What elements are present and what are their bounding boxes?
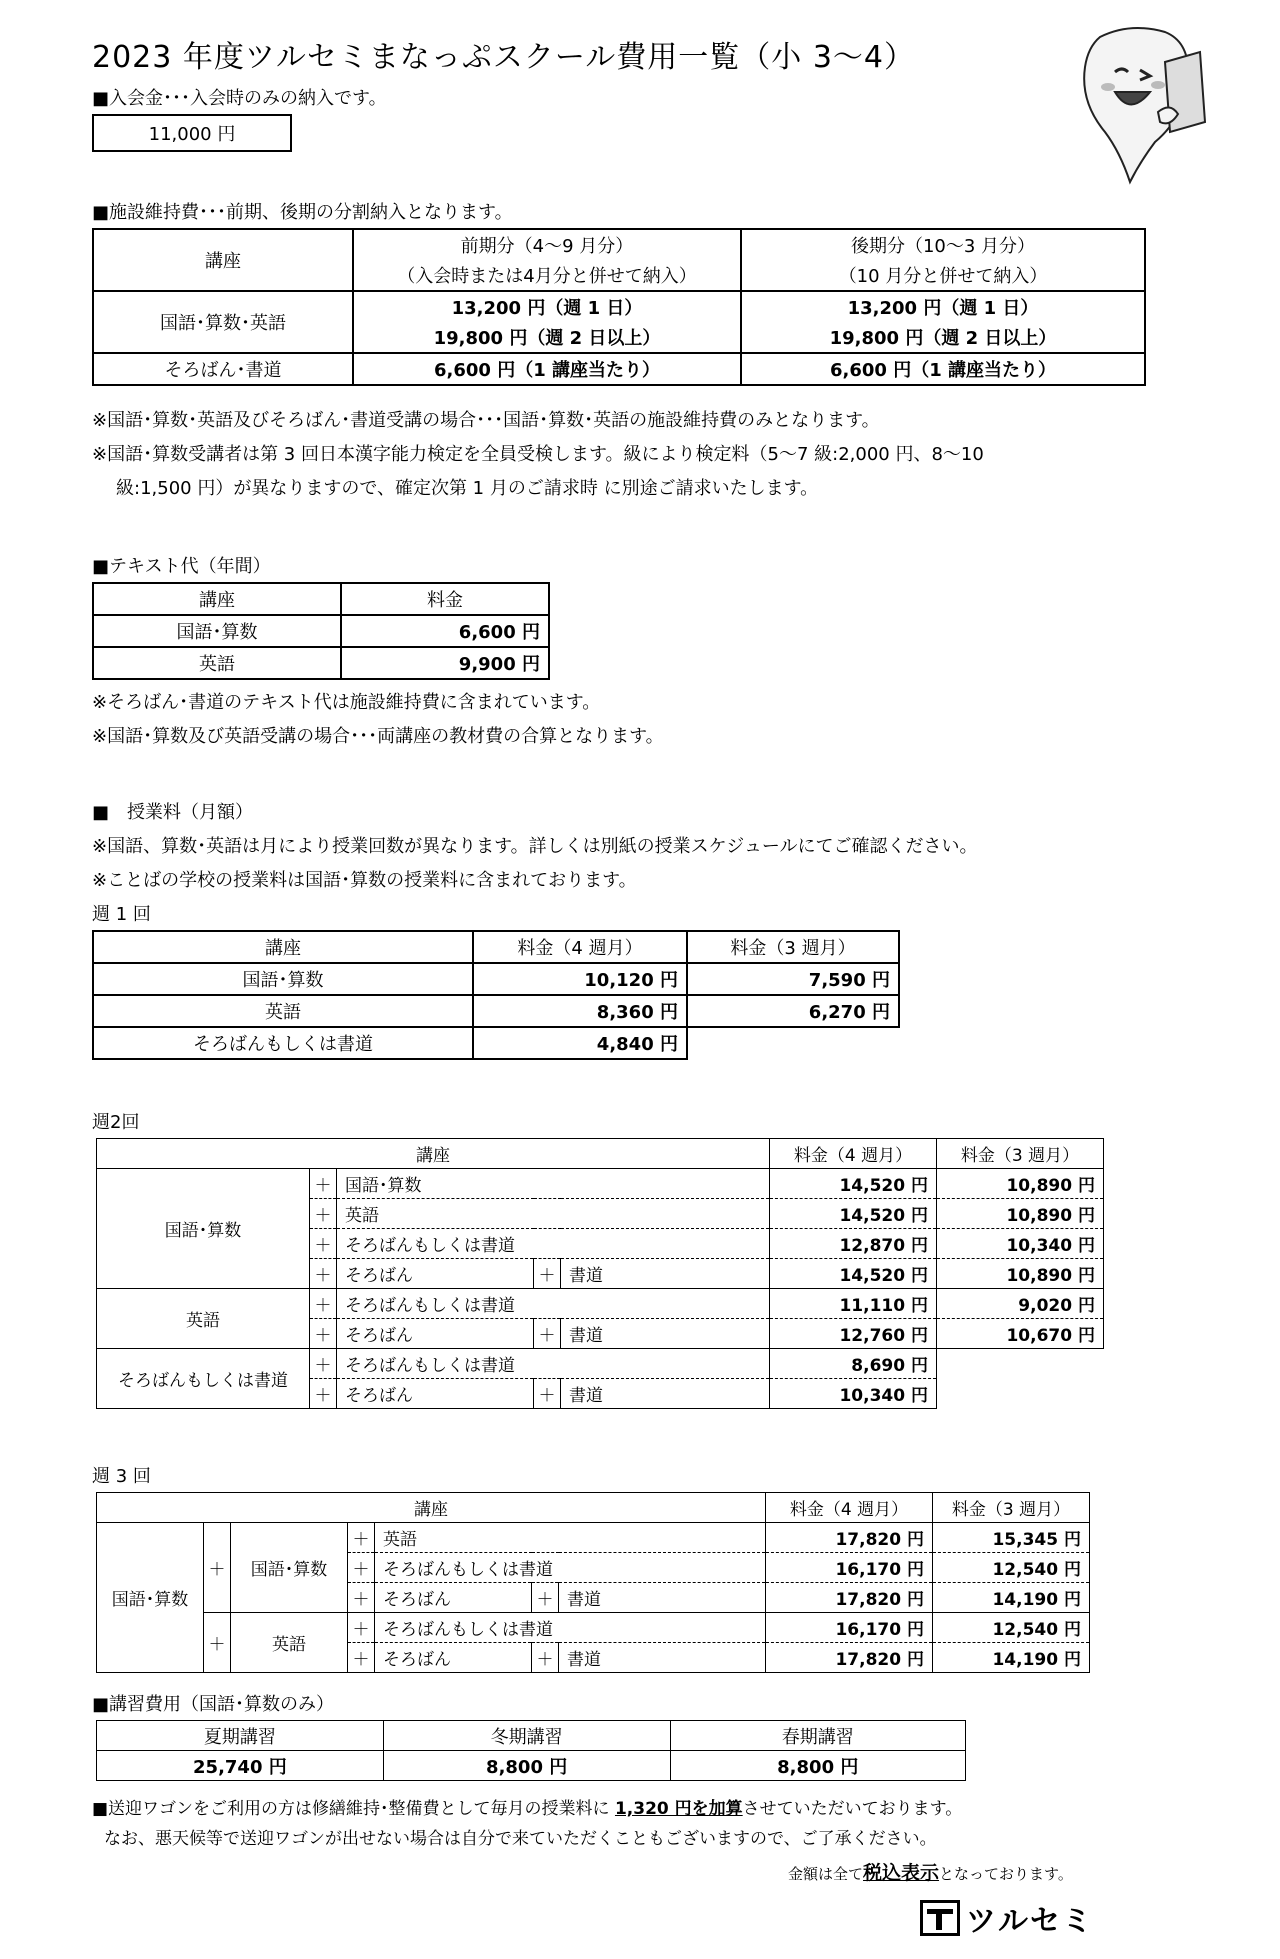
week3-subgroup: 国語･算数 — [231, 1523, 348, 1613]
facility-header-second-note: （10 月分と併せて納入） — [741, 260, 1145, 291]
week3-fee4: 17,820 円 — [766, 1583, 933, 1613]
text-fee-note: ※そろばん･書道のテキスト代は施設維持費に含まれています。 — [92, 692, 601, 713]
table-row — [93, 963, 899, 995]
facility-table — [92, 228, 1146, 386]
wagon-fee-emphasis: 1,320 円を加算 — [614, 1799, 743, 1819]
week2-group: 国語･算数 — [97, 1169, 310, 1289]
table-row — [93, 615, 549, 647]
week2-fee3: 10,890 円 — [937, 1169, 1104, 1199]
table-row — [97, 1613, 1090, 1643]
week3-combo: そろばんもしくは書道 — [375, 1553, 766, 1583]
facility-cell: 13,200 円（週 1 日） — [353, 291, 741, 322]
wagon-note-2: なお、悪天候等で送迎ワゴンが出せない場合は自分で来ていただくこともございますので、ご了承ください。 — [104, 1829, 937, 1849]
plus-sign: ＋ — [310, 1289, 337, 1319]
week2-fee4: 14,520 円 — [770, 1169, 937, 1199]
week1-fee4: 8,360 円 — [473, 995, 687, 1027]
week2-fee4: 8,690 円 — [770, 1349, 937, 1379]
week2-group: 英語 — [97, 1289, 310, 1349]
week3-fee3: 15,345 円 — [933, 1523, 1090, 1553]
facility-header-course: 講座 — [93, 229, 353, 291]
week3-fee4: 17,820 円 — [766, 1643, 933, 1673]
week3-fee3: 12,540 円 — [933, 1613, 1090, 1643]
facility-row-course: 国語･算数･英語 — [93, 291, 353, 353]
week2-combo: そろばんもしくは書道 — [337, 1229, 770, 1259]
week2-combo: 国語･算数 — [337, 1169, 770, 1199]
plus-sign: ＋ — [348, 1613, 375, 1643]
week1-course: そろばんもしくは書道 — [93, 1027, 473, 1059]
plus-sign: ＋ — [348, 1553, 375, 1583]
week2-combo: そろばんもしくは書道 — [337, 1349, 770, 1379]
week3-combo: そろばんもしくは書道 — [375, 1613, 766, 1643]
text-fee-value: 9,900 円 — [341, 647, 549, 679]
plus-sign: ＋ — [348, 1523, 375, 1553]
admission-fee: 11,000 円 — [92, 114, 292, 152]
plus-sign: ＋ — [310, 1199, 337, 1229]
week2-combo: そろばん — [337, 1259, 534, 1289]
seasonal-heading: ■講習費用（国語･算数のみ） — [92, 1694, 335, 1715]
plus-sign: ＋ — [310, 1259, 337, 1289]
plus-sign: ＋ — [310, 1229, 337, 1259]
plus-sign: ＋ — [534, 1319, 561, 1349]
week1-header-3w: 料金（3 週月） — [687, 931, 899, 963]
week3-combo: 書道 — [559, 1643, 766, 1673]
week2-label: 週2回 — [92, 1112, 140, 1133]
facility-note: 級:1,500 円）が異なりますので、確定次第 1 月のご請求時 に別途ご請求いたします。 — [116, 478, 819, 499]
admission-heading: ■入会金･･･入会時のみの納入です。 — [92, 88, 387, 109]
week1-header-course: 講座 — [93, 931, 473, 963]
week3-header-course: 講座 — [97, 1493, 766, 1523]
text-fee-table — [92, 582, 550, 680]
facility-cell: 6,600 円（1 講座当たり） — [353, 353, 741, 385]
plus-sign: ＋ — [348, 1583, 375, 1613]
facility-cell: 6,600 円（1 講座当たり） — [741, 353, 1145, 385]
week3-combo: そろばん — [375, 1643, 532, 1673]
week3-combo: そろばん — [375, 1583, 532, 1613]
plus-sign: ＋ — [534, 1379, 561, 1409]
text-fee-value: 6,600 円 — [341, 615, 549, 647]
tax-note-text: となっております。 — [939, 1865, 1073, 1883]
week1-fee3: 7,590 円 — [687, 963, 899, 995]
table-row — [97, 1523, 1090, 1553]
facility-cell: 19,800 円（週 2 日以上） — [741, 322, 1145, 353]
facility-note: ※国語･算数･英語及びそろばん･書道受講の場合･･･国語･算数･英語の施設維持費のみとなります。 — [92, 410, 880, 431]
week2-fee3: 10,890 円 — [937, 1199, 1104, 1229]
week2-group: そろばんもしくは書道 — [97, 1349, 310, 1409]
week2-combo: そろばん — [337, 1319, 534, 1349]
week2-combo: そろばんもしくは書道 — [337, 1289, 770, 1319]
week3-fee3: 12,540 円 — [933, 1553, 1090, 1583]
week3-header-3w: 料金（3 週月） — [933, 1493, 1090, 1523]
mascot-illustration — [1070, 22, 1210, 187]
plus-sign: ＋ — [534, 1259, 561, 1289]
week2-combo: 英語 — [337, 1199, 770, 1229]
week2-combo: 書道 — [561, 1259, 770, 1289]
facility-header-first-note: （入会時または4月分と併せて納入） — [353, 260, 741, 291]
week2-combo: そろばん — [337, 1379, 534, 1409]
tsuruseми-logo — [920, 1896, 1094, 1940]
table-row — [93, 647, 549, 679]
plus-sign: ＋ — [310, 1379, 337, 1409]
week3-fee3: 14,190 円 — [933, 1643, 1090, 1673]
week1-fee4: 4,840 円 — [473, 1027, 687, 1059]
facility-row-course: そろばん･書道 — [93, 353, 353, 385]
text-fee-note: ※国語･算数及び英語受講の場合･･･両講座の教材費の合算となります。 — [92, 726, 664, 747]
facility-cell: 19,800 円（週 2 日以上） — [353, 322, 741, 353]
week2-fee3: 9,020 円 — [937, 1289, 1104, 1319]
plus-sign: ＋ — [310, 1169, 337, 1199]
week3-subgroup: 英語 — [231, 1613, 348, 1673]
week2-fee4: 14,520 円 — [770, 1259, 937, 1289]
facility-heading: ■施設維持費･･･前期、後期の分割納入となります。 — [92, 202, 513, 223]
text-fee-course: 国語･算数 — [93, 615, 341, 647]
week2-fee4: 12,870 円 — [770, 1229, 937, 1259]
table-row — [97, 1289, 1104, 1319]
page-title: 2023 年度ツルセミまなっぷスクール費用一覧（小 3～4） — [92, 40, 915, 75]
facility-cell: 13,200 円（週 1 日） — [741, 291, 1145, 322]
week1-label: 週 1 回 — [92, 904, 151, 925]
text-fee-course: 英語 — [93, 647, 341, 679]
tax-note — [788, 1858, 1073, 1885]
week2-fee3: 10,340 円 — [937, 1229, 1104, 1259]
text-fee-header-course: 講座 — [93, 583, 341, 615]
table-row — [97, 1349, 1104, 1379]
table-row — [93, 995, 899, 1027]
plus-sign: ＋ — [310, 1319, 337, 1349]
wagon-note-text: させていただいております。 — [742, 1799, 963, 1819]
week2-fee3: 10,670 円 — [937, 1319, 1104, 1349]
seasonal-table — [96, 1720, 966, 1781]
week3-fee3: 14,190 円 — [933, 1583, 1090, 1613]
text-fee-heading: ■テキスト代（年間） — [92, 556, 271, 577]
plus-sign: ＋ — [310, 1349, 337, 1379]
tuition-note: ※ことばの学校の授業料は国語･算数の授業料に含まれております。 — [92, 870, 637, 891]
week2-fee4: 10,340 円 — [770, 1379, 937, 1409]
week2-header-course: 講座 — [97, 1139, 770, 1169]
week2-header-3w: 料金（3 週月） — [937, 1139, 1104, 1169]
week1-fee3: 6,270 円 — [687, 995, 899, 1027]
tuition-heading: ■ 授業料（月額） — [92, 802, 254, 823]
week3-combo: 英語 — [375, 1523, 766, 1553]
week2-combo: 書道 — [561, 1379, 770, 1409]
plus-sign: ＋ — [204, 1523, 231, 1613]
table-row — [97, 1169, 1104, 1199]
seasonal-fee-winter: 8,800 円 — [383, 1751, 670, 1781]
seasonal-fee-summer: 25,740 円 — [97, 1751, 384, 1781]
plus-sign: ＋ — [532, 1643, 559, 1673]
week3-group: 国語･算数 — [97, 1523, 204, 1673]
week3-label: 週 3 回 — [92, 1466, 151, 1487]
seasonal-header-spring: 春期講習 — [670, 1721, 965, 1751]
plus-sign: ＋ — [348, 1643, 375, 1673]
week3-table — [96, 1492, 1090, 1673]
tuition-note: ※国語、算数･英語は月により授業回数が異なります。詳しくは別紙の授業スケジュールにてご確認ください。 — [92, 836, 978, 857]
facility-header-first: 前期分（4～9 月分） — [353, 229, 741, 260]
week1-table — [92, 930, 900, 1060]
week3-fee4: 16,170 円 — [766, 1553, 933, 1583]
week1-course: 国語･算数 — [93, 963, 473, 995]
seasonal-header-summer: 夏期講習 — [97, 1721, 384, 1751]
week1-header-4w: 料金（4 週月） — [473, 931, 687, 963]
week3-fee4: 16,170 円 — [766, 1613, 933, 1643]
week2-fee3: 10,890 円 — [937, 1259, 1104, 1289]
week1-fee4: 10,120 円 — [473, 963, 687, 995]
facility-header-second: 後期分（10～3 月分） — [741, 229, 1145, 260]
week2-table — [96, 1138, 1104, 1409]
text-fee-header-fee: 料金 — [341, 583, 549, 615]
facility-note: ※国語･算数受講者は第 3 回日本漢字能力検定を全員受検します。級により検定料（5～7 級:2,000 円、8～10 — [92, 444, 984, 465]
tax-emphasis: 税込表示 — [863, 1862, 940, 1884]
week2-fee4: 12,760 円 — [770, 1319, 937, 1349]
logo-text: ツルセミ — [966, 1904, 1094, 1939]
seasonal-header-winter: 冬期講習 — [383, 1721, 670, 1751]
wagon-note-text: ■送迎ワゴンをご利用の方は修繕維持･整備費として毎月の授業料に — [92, 1799, 615, 1819]
week2-fee4: 11,110 円 — [770, 1289, 937, 1319]
plus-sign: ＋ — [532, 1583, 559, 1613]
week3-combo: 書道 — [559, 1583, 766, 1613]
tax-note-text: 金額は全て — [788, 1865, 864, 1883]
week2-fee4: 14,520 円 — [770, 1199, 937, 1229]
week3-fee4: 17,820 円 — [766, 1523, 933, 1553]
week3-header-4w: 料金（4 週月） — [766, 1493, 933, 1523]
logo-mark-icon — [920, 1900, 960, 1936]
table-row — [93, 1027, 899, 1059]
wagon-note — [92, 1794, 962, 1819]
week2-combo: 書道 — [561, 1319, 770, 1349]
seasonal-fee-spring: 8,800 円 — [670, 1751, 965, 1781]
plus-sign: ＋ — [204, 1613, 231, 1673]
week1-course: 英語 — [93, 995, 473, 1027]
week2-header-4w: 料金（4 週月） — [770, 1139, 937, 1169]
